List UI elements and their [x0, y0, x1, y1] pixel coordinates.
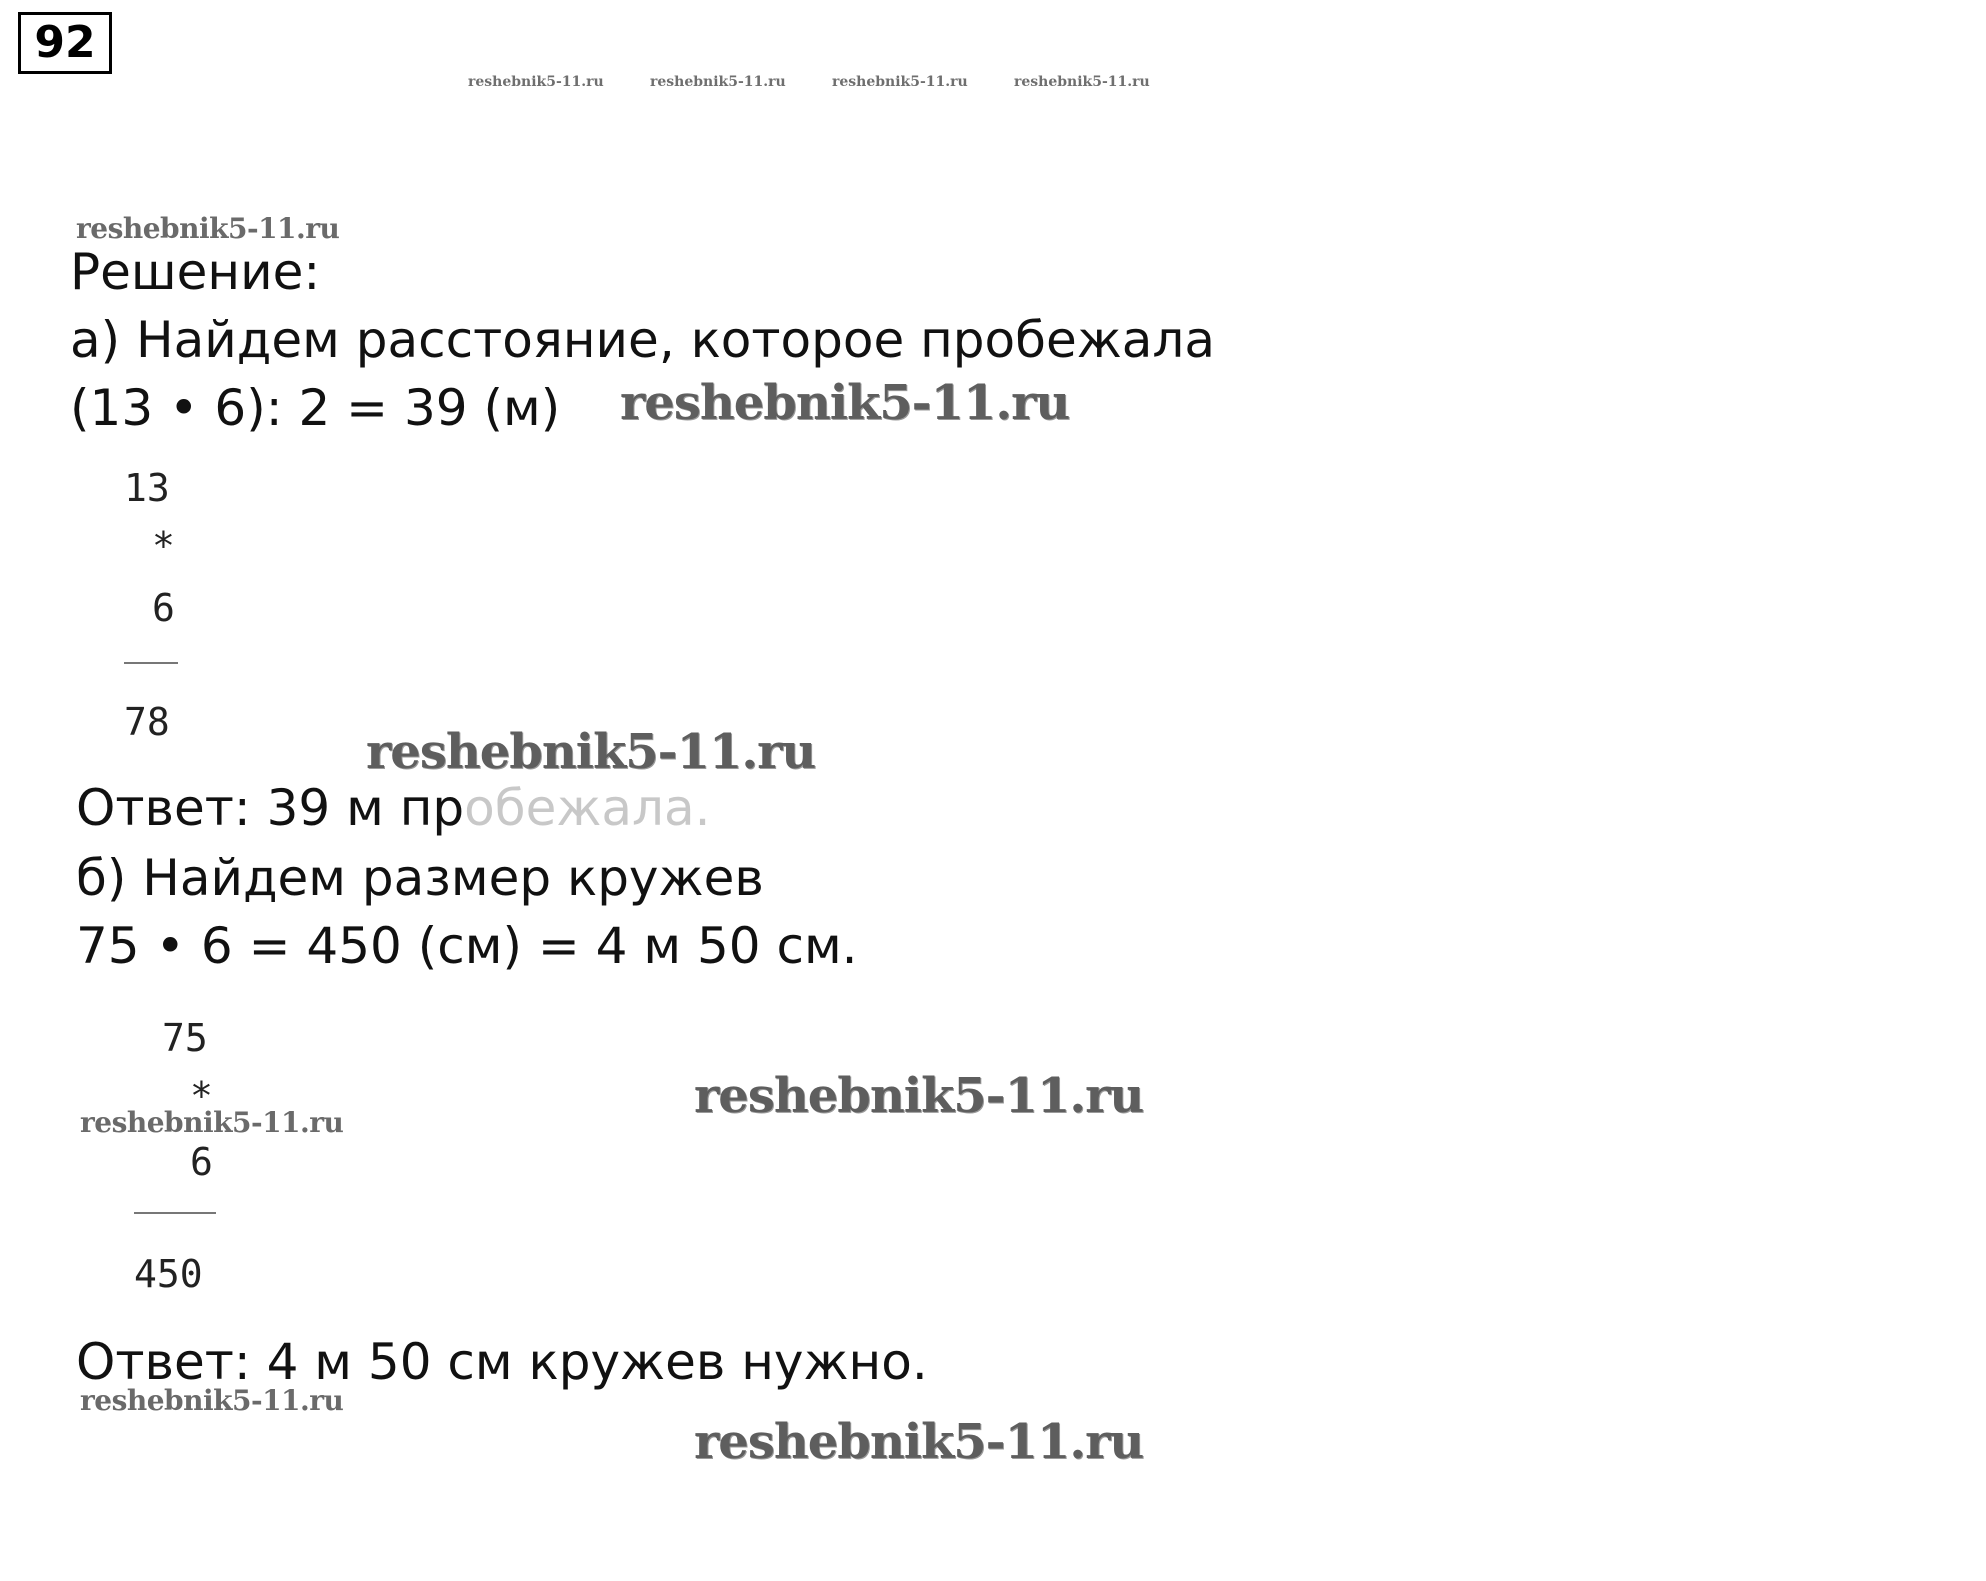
watermark: reshebnik5-11.ru — [80, 1384, 344, 1417]
answer-text-faded: обежала. — [464, 779, 711, 837]
watermark: reshebnik5-11.ru — [76, 212, 340, 245]
part-a-answer — [76, 778, 711, 838]
exercise-number: 92 — [18, 12, 112, 74]
watermark: reshebnik5-11.ru — [832, 74, 968, 90]
part-a-equation: (13 • 6): 2 = 39 (м) — [70, 379, 561, 437]
calc-a-result: 78 — [124, 700, 170, 744]
calc-a-rule — [124, 662, 178, 664]
solution-heading: Решение: — [70, 243, 321, 301]
calc-b-top: 75 — [162, 1016, 208, 1060]
watermark: reshebnik5-11.ru — [650, 74, 786, 90]
watermark: reshebnik5-11.ru — [694, 1414, 1144, 1470]
watermark: reshebnik5-11.ru — [80, 1106, 344, 1139]
part-a-intro: а) Найдем расстояние, которое пробежала — [70, 311, 1215, 369]
calc-b-operator: * — [190, 1074, 213, 1118]
calc-a-bottom: 6 — [152, 586, 175, 630]
watermark: reshebnik5-11.ru — [366, 724, 816, 780]
calc-b-result: 450 — [134, 1252, 203, 1296]
watermark: reshebnik5-11.ru — [468, 74, 604, 90]
calc-b-rule — [134, 1212, 216, 1214]
watermark: reshebnik5-11.ru — [620, 375, 1070, 431]
calc-b-bottom: 6 — [190, 1140, 213, 1184]
part-b-equation: 75 • 6 = 450 (см) = 4 м 50 см. — [76, 917, 858, 975]
watermark: reshebnik5-11.ru — [1014, 74, 1150, 90]
answer-text: Ответ: 39 м пр — [76, 779, 465, 837]
calc-a-top: 13 — [124, 466, 170, 510]
part-b-intro: б) Найдем размер кружев — [76, 849, 764, 907]
part-b-answer: Ответ: 4 м 50 см кружев нужно. — [76, 1333, 928, 1391]
watermark: reshebnik5-11.ru — [694, 1068, 1144, 1124]
calc-a-operator: * — [152, 524, 175, 568]
